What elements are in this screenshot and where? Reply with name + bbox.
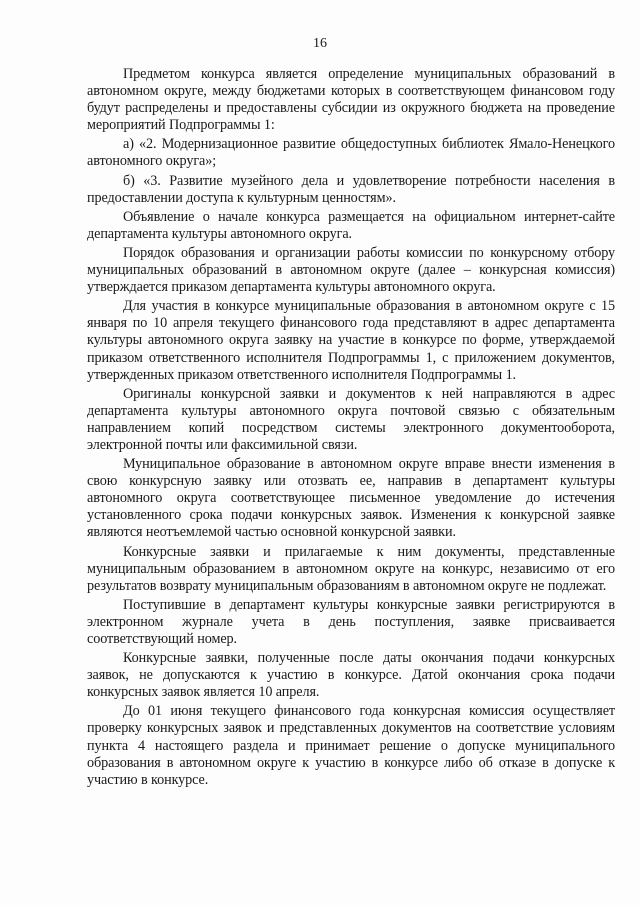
paragraph-commission-formation: Порядок образования и организации работы комиссии по конкурсному отбору муниципальных образований в автономном округе (далее – конкурсная комиссия) утверждается приказом департамента культуры автономного округа. (87, 244, 615, 296)
paragraph-participation-application: Для участия в конкурсе муниципальные образования в автономном округе с 15 января по 10 апреля текущего финансового года представляют в адрес департамента культуры автономного округа заявку на участие в конкурсе по форме, утверждаемой приказом ответственного исполнителя Подпрограммы 1, с приложением документов, утвержденных приказом ответственного исполнителя Подпрограммы 1. (87, 298, 615, 383)
page-number: 16 (313, 36, 327, 51)
paragraph-contest-subject: Предметом конкурса является определение муниципальных образований в автономном округе, между бюджетами которых в соответствующем финансовом году будут распределены и предоставлены субсидии из окружного бюджета на проведение мероприятий Подпрограммы 1: (87, 66, 615, 134)
paragraph-application-changes: Муниципальное образование в автономном округе вправе внести изменения в свою конкурсную заявку или отозвать ее, направив в департамент культуры автономного округа соответствующее письменное уведомление до истечения установленного срока подачи конкурсных заявок. Изменения к конкурсной заявке являются неотъемлемой частью основной конкурсной заявки. (87, 456, 615, 541)
paragraph-registration: Поступившие в департамент культуры конкурсные заявки регистрируются в электронном журнале учета в день поступления, заявке присваивается соответствующий номер. (87, 596, 615, 647)
paragraph-late-applications: Конкурсные заявки, полученные после даты окончания подачи конкурсных заявок, не допускаются к участию в конкурсе. Датой окончания срока подачи конкурсных заявок является 10 апреля. (87, 650, 615, 701)
paragraph-original-documents: Оригиналы конкурсной заявки и документов к ней направляются в адрес департамента культуры автономного округа почтовой связью с обязательным направлением копий посредством системы электронного документооборота, электронной почты или факсимильной связи. (87, 385, 615, 453)
paragraph-commission-review: До 01 июня текущего финансового года конкурсная комиссия осуществляет проверку конкурсных заявок и представленных документов на соответствие условиям пункта 4 настоящего раздела и принимает решение о допуске муниципального образования в автономном округе к участию в конкурсе либо об отказе в допуске к участию в конкурсе. (87, 703, 615, 788)
document-body (87, 66, 615, 791)
paragraph-contest-announcement: Объявление о начале конкурса размещается на официальном интернет-сайте департамента культуры автономного округа. (87, 208, 615, 242)
paragraph-no-return: Конкурсные заявки и прилагаемые к ним документы, представленные муниципальным образованием в автономном округе на конкурс, независимо от его результатов возврату муниципальным образованиям в автономном округе не подлежат. (87, 543, 615, 594)
paragraph-item-a-libraries: а) «2. Модернизационное развитие общедоступных библиотек Ямало-Ненецкого автономного округа»; (87, 136, 615, 170)
paragraph-item-b-museums: б) «3. Развитие музейного дела и удовлетворение потребности населения в предоставлении доступа к культурным ценностям». (87, 172, 615, 206)
